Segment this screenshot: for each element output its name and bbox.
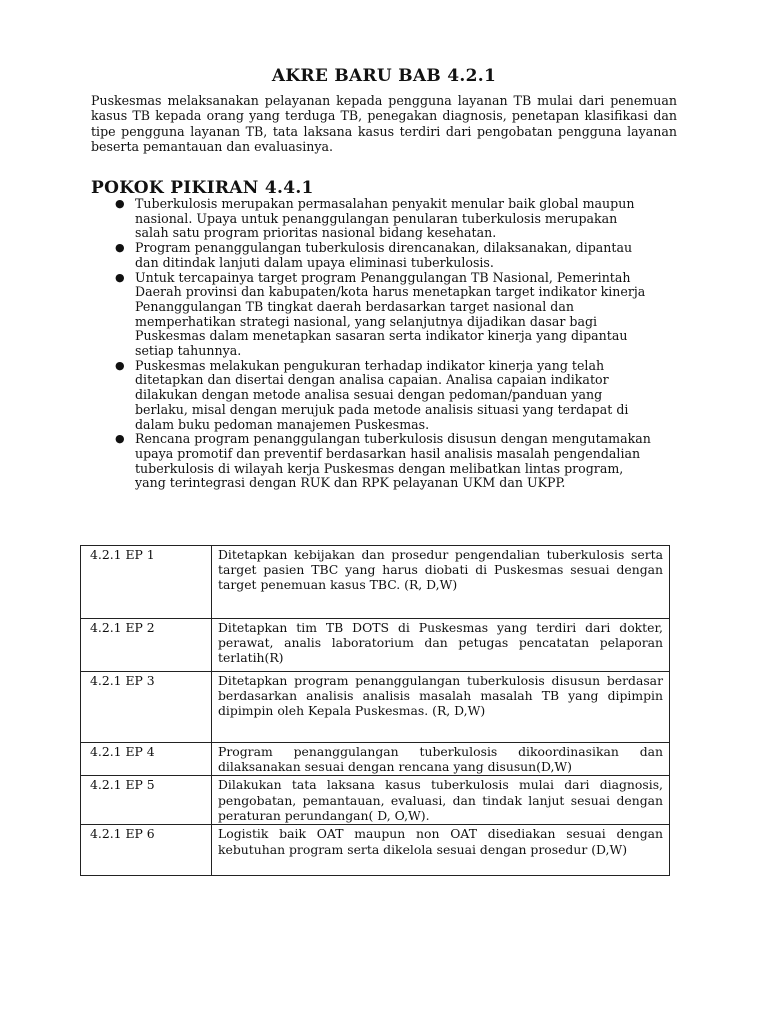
ep-code-cell: 4.2.1 EP 2 — [81, 619, 212, 672]
bullet-item — [91, 359, 651, 433]
ep-description-cell: Program penanggulangan tuberkulosis dikoordinasikan dan dilaksanakan sesuai dengan rencana yang disusun(D,W) — [212, 743, 670, 776]
ep-code-cell: 4.2.1 EP 4 — [81, 743, 212, 776]
bullet-item — [91, 241, 651, 270]
ep-description-cell: Ditetapkan tim TB DOTS di Puskesmas yang terdiri dari dokter, perawat, analis laboratorium dan petugas pencatatan pelaporan terlatih(R) — [212, 619, 670, 672]
bullet-item — [91, 432, 651, 491]
bullet-text: Tuberkulosis merupakan permasalahan penyakit menular baik global maupun nasional. Upaya untuk penanggulangan penularan tuberkulosis merupakan salah satu program prioritas nasional bidang kesehatan. — [135, 196, 635, 241]
table-row — [81, 546, 670, 619]
intro-paragraph: Puskesmas melaksanakan pelayanan kepada pengguna layanan TB mulai dari penemuan kasus TB kepada orang yang terduga TB, penegakan diagnosis, penetapan klasifikasi dan tipe pengguna layanan TB, tata laksana kasus terdiri dari pengobatan pengguna layanan beserta pemantauan dan evaluasinya. — [91, 93, 677, 155]
bullet-text: Rencana program penanggulangan tuberkulosis disusun dengan mengutamakan upaya promotif dan preventif berdasarkan hasil analisis masalah pengendalian tuberkulosis di wilayah kerja Puskesmas dengan melibatkan lintas program, yang terintegrasi dengan RUK dan RPK pelayanan UKM dan UKPP. — [135, 431, 651, 491]
ep-description-cell: Dilakukan tata laksana kasus tuberkulosis mulai dari diagnosis, pengobatan, pemantauan, evaluasi, dan tindak lanjut sesuai dengan peraturan perundangan( D, O,W). — [212, 776, 670, 825]
ep-description-cell: Logistik baik OAT maupun non OAT disediakan sesuai dengan kebutuhan program serta dikelola sesuai dengan prosedur (D,W) — [212, 825, 670, 876]
table-row — [81, 619, 670, 672]
ep-description-cell: Ditetapkan program penanggulangan tuberkulosis disusun berdasar berdasarkan analisis analisis masalah masalah TB yang dipimpin dipimpin oleh Kepala Puskesmas. (R, D,W) — [212, 672, 670, 743]
ep-code-cell: 4.2.1 EP 5 — [81, 776, 212, 825]
table-row — [81, 776, 670, 825]
bullet-icon: ● — [115, 197, 125, 210]
ep-code-cell: 4.2.1 EP 6 — [81, 825, 212, 876]
bullet-item — [91, 271, 651, 359]
table-row — [81, 743, 670, 776]
bullet-item — [91, 197, 651, 241]
bullet-list — [91, 197, 651, 491]
ep-code-cell: 4.2.1 EP 1 — [81, 546, 212, 619]
document-title: AKRE BARU BAB 4.2.1 — [271, 66, 497, 86]
bullet-text: Puskesmas melakukan pengukuran terhadap indikator kinerja yang telah ditetapkan dan disertai dengan analisa capaian. Analisa capaian indikator dilakukan dengan metode analisa sesuai dengan pedoman/panduan yang berlaku, misal dengan merujuk pada metode analisis situasi yang terdapat di dalam buku pedoman manajemen Puskesmas. — [135, 357, 629, 432]
table-row — [81, 825, 670, 876]
ep-table — [80, 545, 670, 876]
table-row — [81, 672, 670, 743]
bullet-text: Program penanggulangan tuberkulosis direncanakan, dilaksanakan, dipantau dan ditindak lanjuti dalam upaya eliminasi tuberkulosis. — [135, 240, 633, 270]
bullet-icon: ● — [115, 358, 125, 372]
ep-description-cell: Ditetapkan kebijakan dan prosedur pengendalian tuberkulosis serta target pasien TBC yang harus diobati di Puskesmas sesuai dengan target penemuan kasus TBC. (R, D,W) — [212, 546, 670, 619]
bullet-icon: ● — [115, 270, 125, 284]
bullet-icon: ● — [115, 241, 125, 255]
bullet-text: Untuk tercapainya target program Penanggulangan TB Nasional, Pemerintah Daerah provinsi dan kabupaten/kota harus menetapkan target indikator kinerja Penanggulangan TB tingkat daerah berdasarkan target nasional dan memperhatikan strategi nasional, yang selanjutnya dijadikan dasar bagi Puskesmas dalam menetapkan sasaran serta indikator kinerja yang dipantau setiap tahunnya. — [135, 269, 646, 359]
ep-code-cell: 4.2.1 EP 3 — [81, 672, 212, 743]
section-title: POKOK PIKIRAN 4.4.1 — [91, 178, 314, 198]
bullet-icon: ● — [115, 432, 125, 446]
